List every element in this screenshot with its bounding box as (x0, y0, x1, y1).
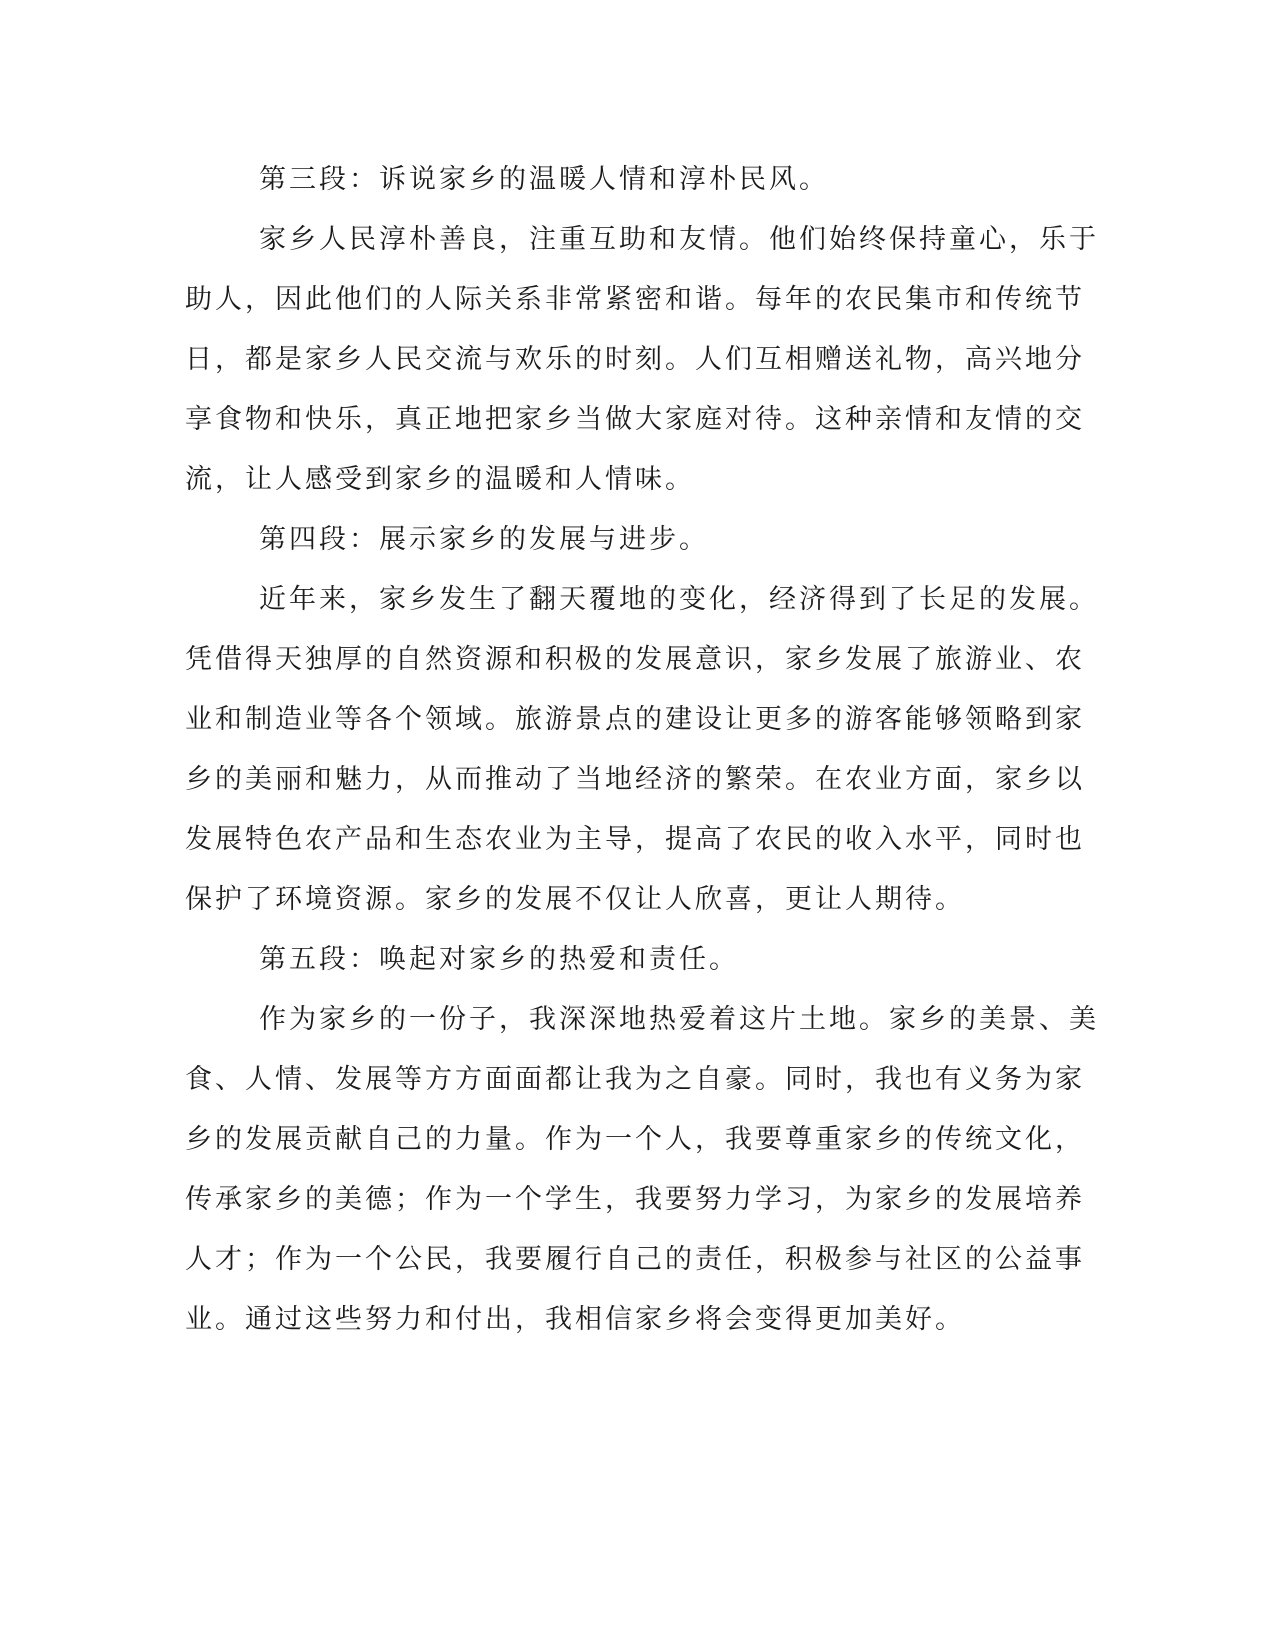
heading-paragraph-5: 第五段：唤起对家乡的热爱和责任。 (259, 944, 739, 975)
body-line: 人才；作为一个公民，我要履行自己的责任，积极参与社区的公益事 (185, 1244, 1085, 1275)
body-line: 食、人情、发展等方方面面都让我为之自豪。同时，我也有义务为家 (185, 1064, 1085, 1095)
body-line: 业和制造业等各个领域。旅游景点的建设让更多的游客能够领略到家 (185, 704, 1085, 735)
body-line: 传承家乡的美德；作为一个学生，我要努力学习，为家乡的发展培养 (185, 1184, 1085, 1215)
heading-paragraph-4: 第四段：展示家乡的发展与进步。 (259, 524, 709, 555)
document-page (185, 150, 1099, 1350)
body-line: 近年来，家乡发生了翻天覆地的变化，经济得到了长足的发展。 (259, 584, 1099, 615)
body-line: 家乡人民淳朴善良，注重互助和友情。他们始终保持童心，乐于 (259, 224, 1099, 255)
body-line: 流，让人感受到家乡的温暖和人情味。 (185, 464, 695, 495)
body-line: 助人，因此他们的人际关系非常紧密和谐。每年的农民集市和传统节 (185, 284, 1085, 315)
body-line: 凭借得天独厚的自然资源和积极的发展意识，家乡发展了旅游业、农 (185, 644, 1085, 675)
body-line: 业。通过这些努力和付出，我相信家乡将会变得更加美好。 (185, 1304, 965, 1335)
body-line: 乡的发展贡献自己的力量。作为一个人，我要尊重家乡的传统文化， (185, 1124, 1085, 1155)
body-line: 保护了环境资源。家乡的发展不仅让人欣喜，更让人期待。 (185, 884, 965, 915)
body-line: 享食物和快乐，真正地把家乡当做大家庭对待。这种亲情和友情的交 (185, 404, 1085, 435)
heading-paragraph-3: 第三段：诉说家乡的温暖人情和淳朴民风。 (259, 164, 829, 195)
body-line: 日，都是家乡人民交流与欢乐的时刻。人们互相赠送礼物，高兴地分 (185, 344, 1085, 375)
body-line: 作为家乡的一份子，我深深地热爱着这片土地。家乡的美景、美 (259, 1004, 1099, 1035)
body-line: 发展特色农产品和生态农业为主导，提高了农民的收入水平，同时也 (185, 824, 1085, 855)
body-line: 乡的美丽和魅力，从而推动了当地经济的繁荣。在农业方面，家乡以 (185, 764, 1085, 795)
